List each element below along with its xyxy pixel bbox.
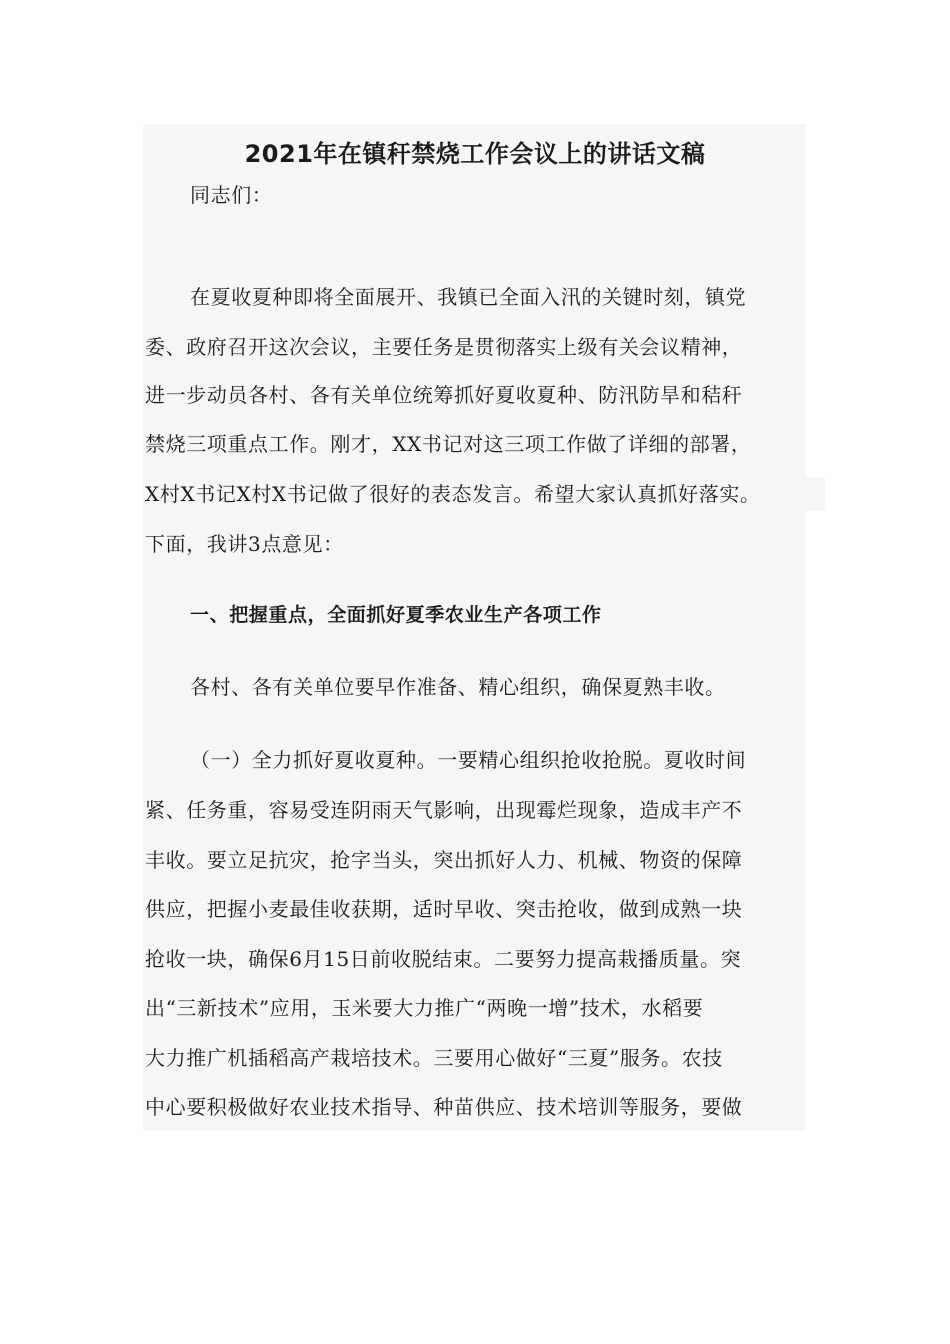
paragraph-line: 大力推广机插稻高产栽培技术。三要用心做好“三夏”服务。农技 — [145, 1046, 723, 1070]
paragraph-line: 各村、各有关单位要早作准备、精心组织，确保夏熟丰收。 — [190, 675, 726, 699]
document-title: 2021年在镇秆禁烧工作会议上的讲话文稿 — [244, 140, 706, 168]
paragraph-line: 抢收一块，确保6月15日前收脱结束。二要努力提高栽播质量。突 — [145, 947, 742, 971]
salutation: 同志们： — [190, 183, 273, 207]
paragraph-line: 下面，我讲3点意见： — [145, 532, 344, 556]
paragraph-line: 进一步动员各村、各有关单位统筹抓好夏收夏种、防汛防旱和秸秆 — [145, 383, 743, 407]
paragraph-line: 中心要积极做好农业技术指导、种苗供应、技术培训等服务，要做 — [145, 1095, 743, 1119]
paragraph-line: 在夏收夏种即将全面展开、我镇已全面入汛的关键时刻，镇党 — [190, 285, 747, 309]
paragraph-line: （一）全力抓好夏收夏种。一要精心组织抢收抢脱。夏收时间 — [190, 748, 747, 772]
paragraph-line: 出“三新技术”应用，玉米要大力推广“两晚一增”技术，水稻要 — [145, 996, 704, 1020]
paragraph-line: 委、政府召开这次会议，主要任务是贯彻落实上级有关会议精神， — [145, 335, 743, 359]
paragraph-line: 紧、任务重，容易受连阴雨天气影响，出现霉烂现象，造成丰产不 — [145, 798, 743, 822]
section-heading: 一、把握重点，全面抓好夏季农业生产各项工作 — [190, 604, 602, 626]
paragraph-line: 丰收。要立足抗灾，抢字当头，突出抓好人力、机械、物资的保障 — [145, 848, 743, 872]
paragraph-line: 禁烧三项重点工作。刚才，XX书记对这三项工作做了详细的部署， — [145, 432, 752, 456]
paragraph-line: X村X书记X村X书记做了很好的表态发言。希望大家认真抓好落实。 — [145, 477, 825, 511]
paragraph-line: 供应，把握小麦最佳收获期，适时早收、突击抢收，做到成熟一块 — [145, 897, 743, 921]
